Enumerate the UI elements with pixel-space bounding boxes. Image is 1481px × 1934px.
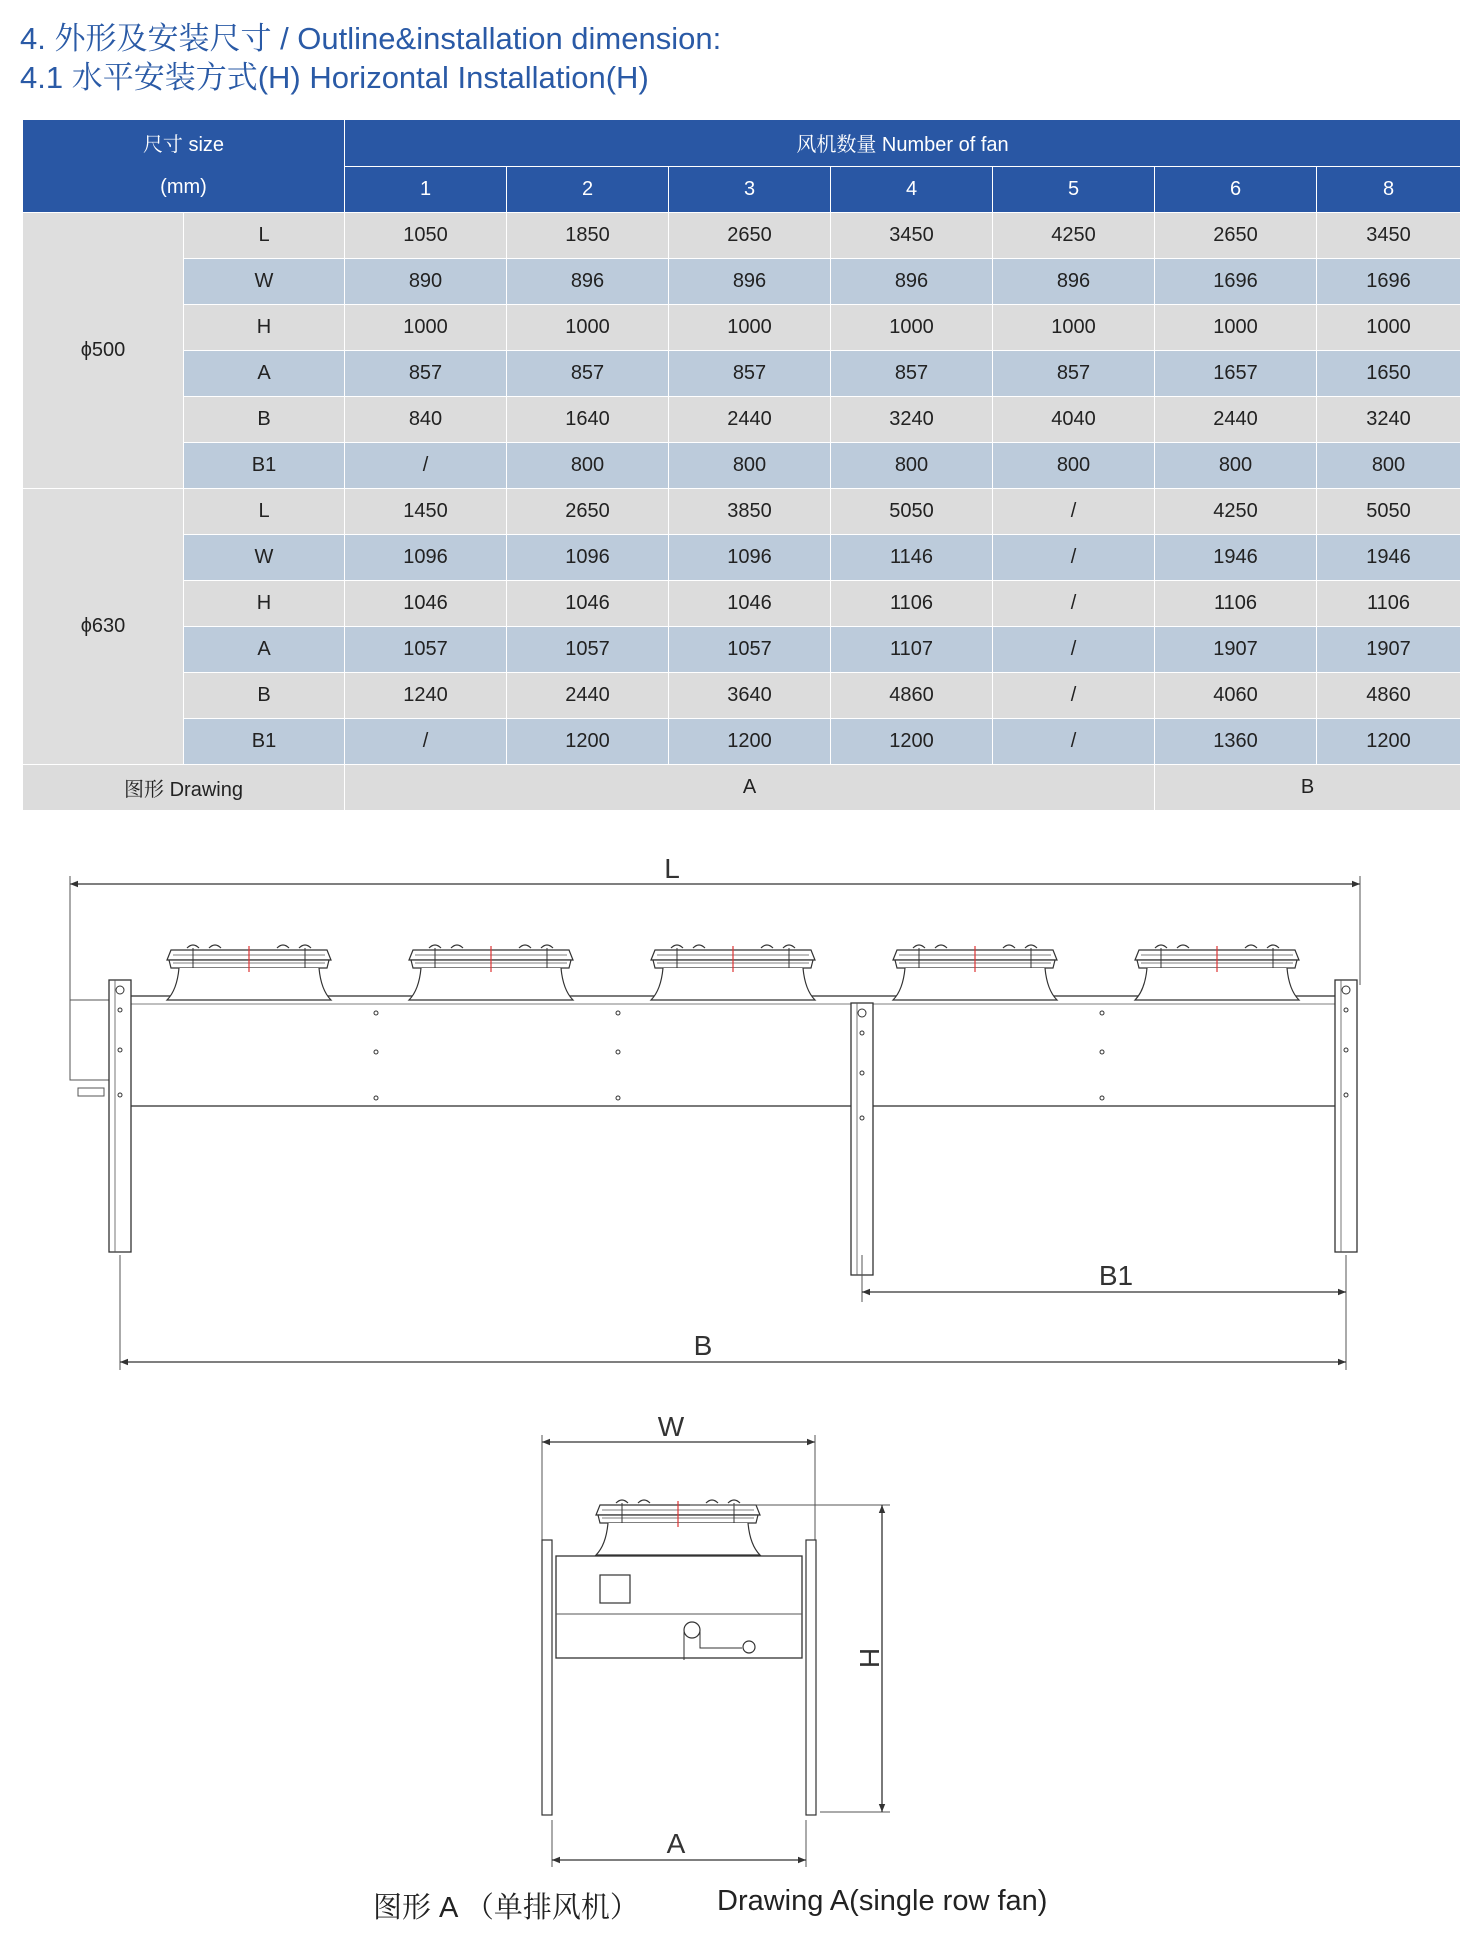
table-cell: 857 [831,351,993,397]
table-cell: 1146 [831,535,993,581]
table-cell: 2650 [669,213,831,259]
table-cell: 800 [1317,443,1461,489]
table-cell: 4040 [993,397,1155,443]
table-cell: 857 [507,351,669,397]
table-cell: 890 [345,259,507,305]
subsection-heading: 4.1 水平安装方式(H) Horizontal Installation(H) [20,60,649,95]
fan-2 [409,945,573,1000]
table-cell: 1106 [1317,581,1461,627]
table-cell: 1106 [831,581,993,627]
table-cell: 2440 [507,673,669,719]
label-L: L [664,853,680,884]
table-cell: 3240 [831,397,993,443]
table-cell: 1057 [507,627,669,673]
table-cell: 1360 [1155,719,1317,765]
dim-label: B [184,397,345,443]
table-cell: 1907 [1155,627,1317,673]
table-cell: 4250 [993,213,1155,259]
fan-5 [1135,945,1299,1000]
table-cell: 1850 [507,213,669,259]
fan-count-cell: 8 [1317,166,1461,213]
table-cell: 1650 [1317,351,1461,397]
table-cell: / [993,581,1155,627]
table-cell: 4860 [1317,673,1461,719]
table-cell: / [993,673,1155,719]
support-leg-left [109,980,131,1252]
table-cell: 800 [507,443,669,489]
table-cell: 1096 [345,535,507,581]
table-cell: 2440 [1155,397,1317,443]
table-cell: 1200 [831,719,993,765]
table-cell: 4860 [831,673,993,719]
dim-label: B1 [184,443,345,489]
table-cell: 1000 [1317,305,1461,351]
dim-label: B1 [184,719,345,765]
table-cell: 1000 [1155,305,1317,351]
table-cell: / [993,719,1155,765]
fan-count-cell: 4 [831,166,993,213]
table-cell: 896 [507,259,669,305]
table-cell: 1000 [507,305,669,351]
end-view-drawing [542,1411,890,1867]
table-cell: 3240 [1317,397,1461,443]
support-leg-right [1335,980,1357,1252]
table-cell: 896 [669,259,831,305]
table-cell: / [993,535,1155,581]
drawing-a-cell: A [345,765,1155,811]
table-cell: 1046 [345,581,507,627]
table-cell: 1000 [993,305,1155,351]
table-cell: 1200 [1317,719,1461,765]
label-H: H [854,1647,885,1669]
table-cell: 840 [345,397,507,443]
table-cell: 1640 [507,397,669,443]
table-cell: 4250 [1155,489,1317,535]
dim-label: H [184,305,345,351]
fan-3 [651,945,815,1000]
table-cell: / [345,719,507,765]
dim-label: A [184,627,345,673]
dim-label: H [184,581,345,627]
table-cell: 1200 [669,719,831,765]
table-cell: 1696 [1317,259,1461,305]
table-cell: 2440 [669,397,831,443]
table-cell: 5050 [1317,489,1461,535]
table-cell: 896 [993,259,1155,305]
table-cell: 5050 [831,489,993,535]
corner-unit-label: (mm) [160,176,207,198]
dim-label: A [184,351,345,397]
table-cell: 1096 [669,535,831,581]
fan-4 [893,945,1057,1000]
table-cell: 1000 [345,305,507,351]
table-cell: 3640 [669,673,831,719]
table-cell: 800 [831,443,993,489]
end-view-leg-right [806,1540,816,1815]
table-cell: 4060 [1155,673,1317,719]
caption-chinese: 图形 A （单排风机） [373,1892,639,1924]
table-cell: 3850 [669,489,831,535]
table-cell: 1000 [831,305,993,351]
dim-label: W [184,259,345,305]
table-cell: 800 [669,443,831,489]
fan-1 [167,945,331,1000]
table-cell: 1046 [669,581,831,627]
unit-body [112,996,1352,1106]
dim-label: L [184,489,345,535]
table-cell: 1107 [831,627,993,673]
table-cell: 1696 [1155,259,1317,305]
drawing-b-cell: B [1155,765,1461,811]
table-cell: 2650 [1155,213,1317,259]
label-W: W [657,1411,685,1442]
section-heading: 4. 外形及安装尺寸 / Outline&installation dimension: [20,21,722,56]
support-leg-middle [851,1003,873,1275]
end-view-leg-left [542,1540,552,1815]
dim-label: L [184,213,345,259]
table-cell: 1106 [1155,581,1317,627]
fan-count-cell: 6 [1155,166,1317,213]
table-cell: 800 [993,443,1155,489]
group-label: ϕ500 [23,213,184,489]
table-cell: 857 [993,351,1155,397]
table-cell: 1657 [1155,351,1317,397]
table-cell: 1240 [345,673,507,719]
table-cell: 800 [1155,443,1317,489]
table-cell: 1096 [507,535,669,581]
table-cell: / [345,443,507,489]
table-cell: 857 [669,351,831,397]
drawing-label: 图形 Drawing [23,765,345,811]
end-view-fan [596,1500,760,1555]
side-view-drawing [70,853,1360,1370]
table-cell: 1200 [507,719,669,765]
table-cell: / [993,627,1155,673]
caption-english: Drawing A(single row fan) [717,1885,1048,1917]
label-B1: B1 [1098,1260,1134,1291]
group-label: ϕ630 [23,489,184,765]
table-cell: 857 [345,351,507,397]
table-cell: 3450 [1317,213,1461,259]
table-cell: 3450 [831,213,993,259]
table-cell: 2650 [507,489,669,535]
table-cell: 1057 [345,627,507,673]
corner-size-label: 尺寸 size [142,134,225,156]
table-cell: 1000 [669,305,831,351]
fan-count-cell: 5 [993,166,1155,213]
table-cell: 1907 [1317,627,1461,673]
table-cell: 1046 [507,581,669,627]
fan-count-cell: 3 [669,166,831,213]
table-cell: 1050 [345,213,507,259]
label-B: B [693,1330,713,1361]
dim-label: W [184,535,345,581]
table-cell: 1946 [1317,535,1461,581]
table-cell: 896 [831,259,993,305]
fan-count-header: 风机数量 Number of fan [345,120,1461,167]
fan-count-cell: 1 [345,166,507,213]
table-cell: 1946 [1155,535,1317,581]
end-view-body [556,1556,802,1658]
table-cell: / [993,489,1155,535]
table-cell: 1057 [669,627,831,673]
fan-count-cell: 2 [507,166,669,213]
dim-label: B [184,673,345,719]
table-cell: 1450 [345,489,507,535]
label-A: A [666,1828,686,1859]
